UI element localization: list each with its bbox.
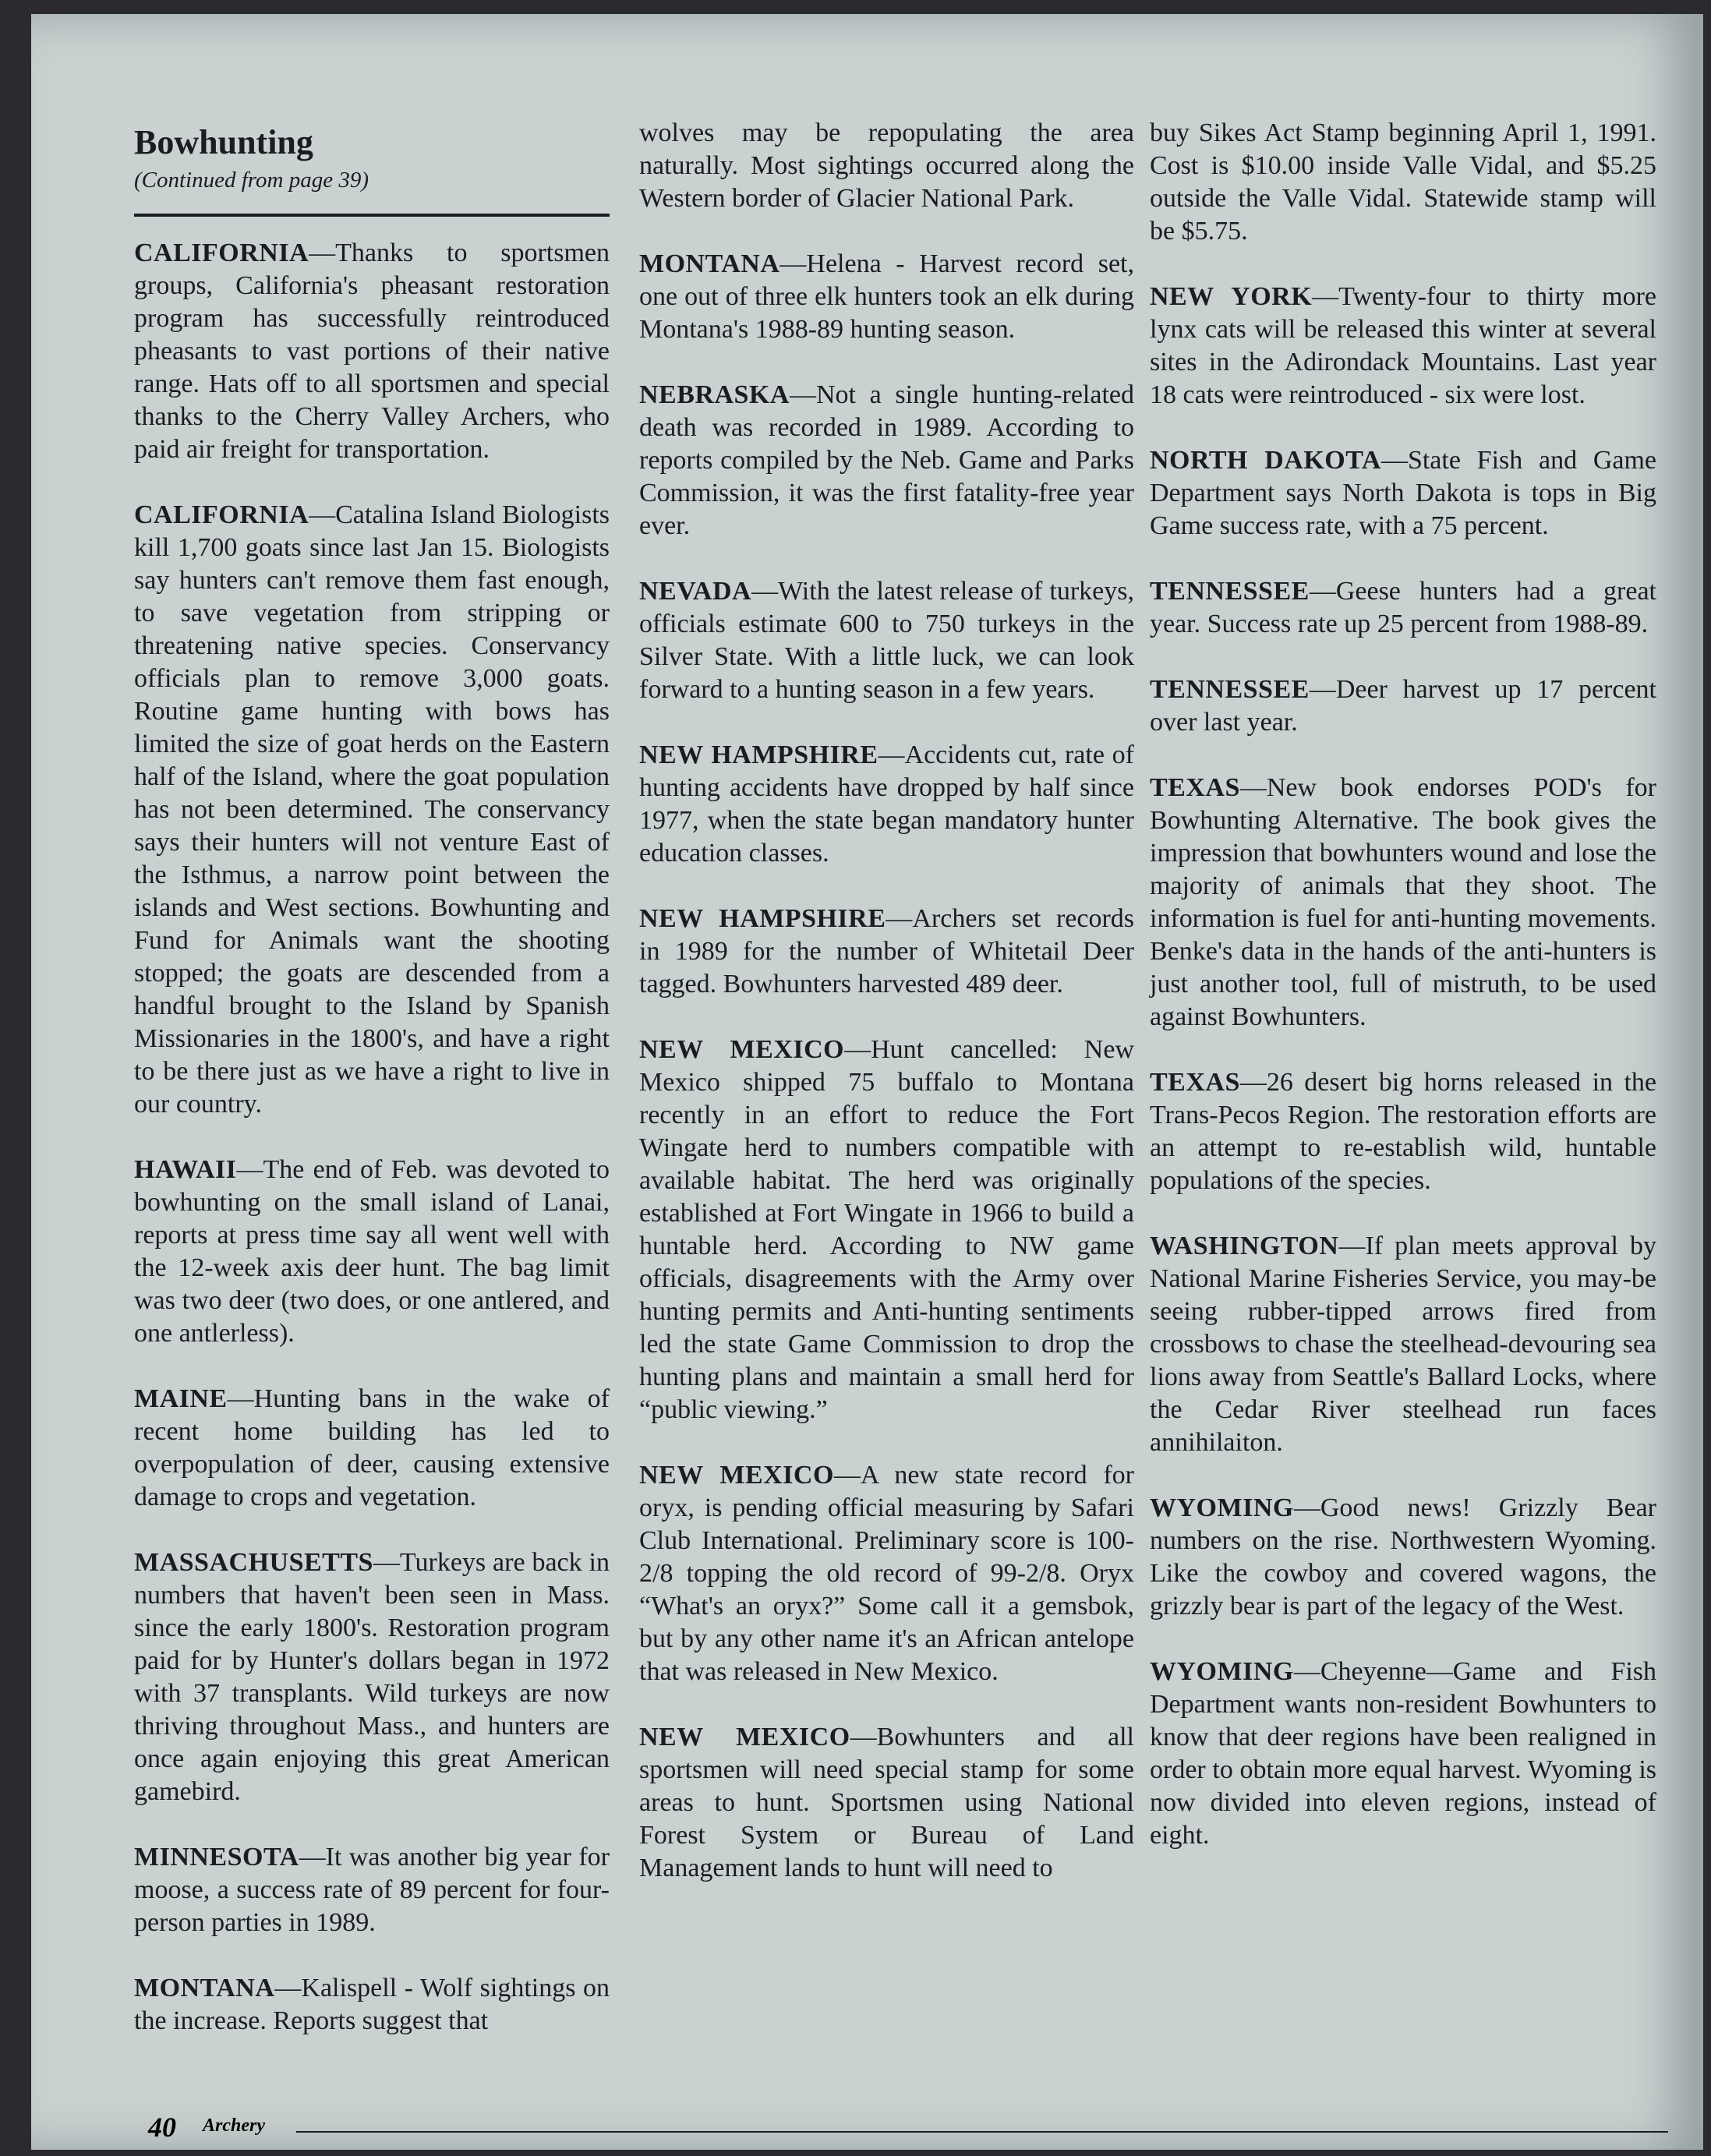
state-heading: TENNESSEE (1150, 675, 1310, 704)
state-heading: MONTANA (134, 1973, 275, 2002)
news-item (1150, 444, 1656, 543)
news-text: Archers set records in 1989 for the number of Whitetail Deer tagged. Bowhunters harvested 489 deer. (639, 904, 1135, 998)
news-item (1150, 1656, 1656, 1852)
column-2-entries (639, 117, 1134, 1885)
state-heading: NORTH DAKOTA (1150, 446, 1381, 475)
news-item (134, 1841, 610, 1939)
em-dash: — (1338, 1232, 1366, 1260)
em-dash: — (751, 577, 779, 606)
em-dash: — (1239, 1068, 1267, 1097)
news-text: Geese hunters had a great year. Success rate up 25 percent from 1988-89. (1150, 577, 1656, 638)
news-text: Accidents cut, rate of hunting accidents have dropped by half since 1977, when the state began mandatory hunter education classes. (639, 740, 1134, 868)
news-text: Kalispell - Wolf sightings on the increase. Reports suggest that (134, 1973, 610, 2035)
news-item (639, 248, 1134, 346)
news-text: Bowhunters and all sportsmen will need special stamp for some areas to hunt. Sportsmen using National Forest System or Bureau of Land Management lands to hunt will need to (639, 1723, 1135, 1882)
em-dash: — (878, 740, 905, 769)
news-item (639, 1459, 1134, 1688)
em-dash: — (274, 1973, 302, 2002)
em-dash: — (1293, 1657, 1320, 1686)
em-dash: — (299, 1842, 326, 1871)
news-item (1150, 281, 1656, 412)
news-item (1150, 1230, 1656, 1459)
state-heading: NEW HAMPSHIRE (639, 740, 878, 769)
news-text: New book endorses POD's for Bowhunting Alternative. The book gives the impression that bowhunters wound and lose the majority of animals that they shoot. The information is fuel for anti-hunting movements. Benke's data in the hands of the anti-hunters is just another tool, full of mistruth, to be used against Bowhunters. (1150, 773, 1656, 1031)
column-3 (1150, 117, 1656, 1885)
state-heading: MASSACHUSETTS (134, 1547, 373, 1577)
news-text: Thanks to sportsmen groups, California's pheasant restoration program has successfully reintroduced pheasants to vast portions of their native range. Hats off to all sportsmen and special thanks to the Cherry Valley Archers, who paid air freight for transportation. (134, 238, 610, 464)
news-text: With the latest release of turkeys, officials estimate 600 to 750 turkeys in the Silver State. With a little luck, we can look forward to a hunting season in a few years. (639, 577, 1134, 704)
news-text: Cheyenne—Game and Fish Department wants non-resident Bowhunters to know that deer regions have been realigned in order to obtain more equal harvest. Wyoming is now divided into eleven regions, instead of eight. (1150, 1657, 1656, 1850)
em-dash: — (1239, 773, 1267, 802)
em-dash: — (309, 238, 336, 267)
news-text: Catalina Island Biologists kill 1,700 goats since last Jan 15. Biologists say hunters can't remove them fast enough, to save vegetation from stripping or threatening native species. Conservancy officials plan to remove 3,000 goats. Routine game hunting with bows has limited the size of goat herds on the Eastern half of the Island, where the goat population has not been determined. The conservancy says their hunters will not venture East of the Isthmus, a narrow point between the islands and West sections. Bowhunting and Fund for Animals want the shooting stopped; the goats are descended from a handful brought to the Island by Spanish Missionaries in the 1800's, and have a right to be there just as we have a right to live in our country. (134, 500, 610, 1119)
news-item (639, 739, 1134, 870)
em-dash: — (789, 380, 816, 409)
state-heading: NEW MEXICO (639, 1461, 834, 1490)
news-item (639, 903, 1134, 1001)
section-subtitle: (Continued from page 39) (134, 167, 369, 193)
state-heading: NEW HAMPSHIRE (639, 904, 886, 933)
news-text: Not a single hunting-related death was recorded in 1989. According to reports compiled by the Neb. Game and Parks Commission, it was the first fatality-free year ever. (639, 380, 1134, 540)
state-heading: TENNESSEE (1150, 577, 1310, 606)
state-heading: WYOMING (1150, 1493, 1294, 1522)
news-item (1150, 1492, 1656, 1623)
news-text: buy Sikes Act Stamp beginning April 1, 1991. Cost is $10.00 inside Valle Vidal, and $5.25 outside the Valle Vidal. Statewide stamp will be $5.75. (1150, 118, 1656, 246)
page-number: 40 (148, 2112, 176, 2143)
news-item (639, 117, 1134, 215)
state-heading: HAWAII (134, 1154, 237, 1184)
state-heading: NEW MEXICO (639, 1035, 845, 1064)
news-item (1150, 1066, 1656, 1197)
em-dash: — (779, 249, 807, 278)
state-heading: MAINE (134, 1384, 228, 1413)
news-item (1150, 575, 1656, 641)
news-item (134, 1154, 610, 1350)
header-divider (134, 214, 610, 217)
column-2 (639, 117, 1134, 1917)
column-1-entries (134, 237, 610, 2038)
publication-name: Archery (203, 2115, 265, 2136)
footer-divider (296, 2131, 1668, 2133)
em-dash: — (227, 1384, 254, 1413)
news-item (134, 1546, 610, 1808)
news-item (639, 1721, 1134, 1885)
news-text: wolves may be repopulating the area naturally. Most sightings occurred along the Western border of Glacier National Park. (639, 118, 1134, 213)
column-3-entries (1150, 117, 1656, 1852)
news-text: Helena - Harvest record set, one out of three elk hunters took an elk during Montana's 1988-89 hunting season. (639, 249, 1134, 344)
em-dash: — (1380, 446, 1408, 475)
column-1 (134, 123, 610, 2070)
news-text: Hunting bans in the wake of recent home building has led to overpopulation of deer, causing extensive damage to crops and vegetation. (134, 1384, 610, 1511)
em-dash: — (309, 500, 336, 529)
state-heading: NEVADA (639, 577, 752, 606)
state-heading: CALIFORNIA (134, 238, 309, 267)
em-dash: — (1293, 1493, 1320, 1522)
em-dash: — (236, 1154, 263, 1184)
em-dash: — (833, 1461, 861, 1490)
page-footer (148, 2111, 1668, 2142)
news-text: 26 desert big horns released in the Trans-Pecos Region. The restoration efforts are an attempt to re-establish wild, huntable populations of the species. (1150, 1068, 1656, 1195)
news-text: Hunt cancelled: New Mexico shipped 75 buffalo to Montana recently in an effort to reduce the Fort Wingate herd to numbers compatible with available habitat. The herd was originally established at Fort Wingate in 1966 to build a huntable herd. According to NW game officials, disagreements with the Army over hunting permits and Anti-hunting sentiments led the state Game Commission to drop the hunting plans and maintain a small herd for “public viewing.” (639, 1035, 1135, 1424)
em-dash: — (844, 1035, 871, 1064)
news-item (134, 1972, 610, 2038)
section-title: Bowhunting (134, 123, 313, 161)
state-heading: MINNESOTA (134, 1842, 299, 1871)
news-text: It was another big year for moose, a success rate of 89 percent for four-person parties in 1989. (134, 1842, 610, 1937)
magazine-page (31, 14, 1703, 2150)
news-item (134, 237, 610, 466)
news-item (1150, 772, 1656, 1034)
news-text: If plan meets approval by National Marine Fisheries Service, you may-be seeing rubber-tipped arrows fired from crossbows to chase the steelhead-devouring sea lions away from Seattle's Ballard Locks, where the Cedar River steelhead run faces annihilaiton. (1150, 1232, 1656, 1457)
news-text: State Fish and Game Department says North Dakota is tops in Big Game success rate, with a 75 percent. (1150, 446, 1656, 540)
news-item (1150, 117, 1656, 248)
news-text: Turkeys are back in numbers that haven't been seen in Mass. since the early 1800's. Restoration program paid for by Hunter's dollars began in 1972 with 37 transplants. Wild turkeys are now thriving throughout Mass., and hunters are once again enjoying this great American gamebird. (134, 1547, 610, 1806)
em-dash: — (886, 904, 913, 933)
news-item (639, 1034, 1134, 1426)
news-text: Good news! Grizzly Bear numbers on the rise. Northwestern Wyoming. Like the cowboy and covered wagons, the grizzly bear is part of the legacy of the West. (1150, 1493, 1656, 1621)
state-heading: CALIFORNIA (134, 500, 309, 529)
news-text: A new state record for oryx, is pending official measuring by Safari Club International. Preliminary score is 100-2/8 topping the old record of 99-2/8. Oryx “What's an oryx?” Some call it a gemsbok, but by any other name it's an African antelope that was released in New Mexico. (639, 1461, 1134, 1686)
news-item (639, 575, 1134, 706)
em-dash: — (1309, 675, 1336, 704)
news-item (134, 499, 610, 1121)
state-heading: TEXAS (1150, 1068, 1240, 1097)
state-heading: NEW MEXICO (639, 1723, 850, 1751)
em-dash: — (373, 1547, 400, 1577)
em-dash: — (1309, 577, 1336, 606)
news-item (134, 1383, 610, 1514)
news-item (639, 379, 1134, 543)
news-text: Deer harvest up 17 percent over last year. (1150, 675, 1656, 737)
state-heading: NEW YORK (1150, 282, 1313, 311)
em-dash: — (1312, 282, 1339, 311)
news-item (1150, 673, 1656, 739)
state-heading: MONTANA (639, 249, 780, 278)
state-heading: NEBRASKA (639, 380, 790, 409)
news-text: The end of Feb. was devoted to bowhunting on the small island of Lanai, reports at press time say all went well with the 12-week axis deer hunt. The bag limit was two deer (two does, or one antlered, and one antlerless). (134, 1154, 610, 1348)
state-heading: WYOMING (1150, 1657, 1294, 1686)
news-text: Twenty-four to thirty more lynx cats will be released this winter at several sites in the Adirondack Mountains. Last year 18 cats were reintroduced - six were lost. (1150, 282, 1657, 409)
state-heading: WASHINGTON (1150, 1232, 1339, 1260)
em-dash: — (850, 1723, 877, 1751)
state-heading: TEXAS (1150, 773, 1240, 802)
